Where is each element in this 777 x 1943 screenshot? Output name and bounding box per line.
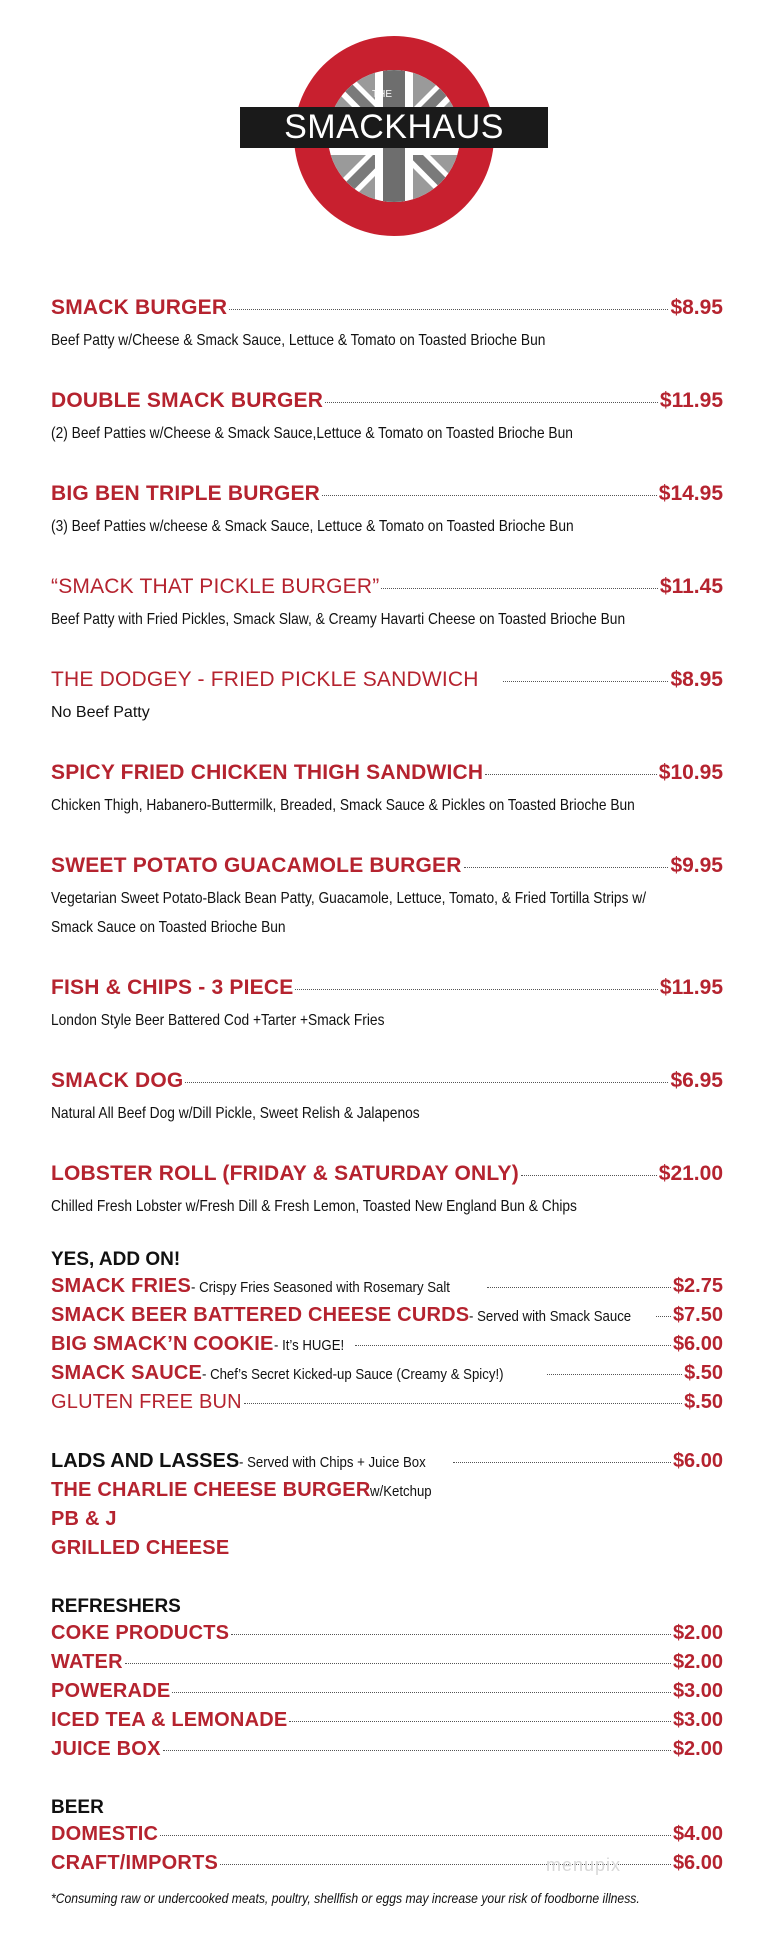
lads-item: [51, 1508, 723, 1537]
refresher-name: COKE PRODUCTS: [51, 1622, 230, 1644]
item-price: $8.95: [670, 668, 723, 691]
lads-price: $6.00: [672, 1450, 723, 1472]
beer-name: CRAFT/IMPORTS: [51, 1852, 219, 1874]
leader-dots: [295, 989, 657, 990]
addon-price: $.50: [684, 1362, 723, 1384]
addon-row: [51, 1391, 723, 1420]
item-price: $11.95: [659, 389, 723, 412]
lads-item: [51, 1537, 723, 1566]
refresher-row: [51, 1709, 723, 1738]
menu-item: [51, 854, 723, 942]
logo-text-name: SMACKHAUS: [284, 108, 504, 146]
watermark: menupix: [546, 1855, 622, 1875]
beer-price: $4.00: [672, 1823, 723, 1845]
lads-item: [51, 1479, 723, 1508]
menu-item: [51, 1162, 723, 1221]
item-name: SWEET POTATO GUACAMOLE BURGER: [51, 854, 462, 877]
addon-name: SMACK BEER BATTERED CHEESE CURDS: [51, 1304, 470, 1326]
leader-dots: [325, 402, 658, 403]
addon-section: [51, 1249, 723, 1420]
leader-dots: [229, 309, 668, 310]
addon-row: [51, 1275, 723, 1304]
refresher-name: ICED TEA & LEMONADE: [51, 1709, 288, 1731]
refresher-row: [51, 1622, 723, 1651]
leader-dots: [160, 1835, 671, 1836]
refresher-row: [51, 1738, 723, 1767]
menu-item: [51, 976, 723, 1035]
item-name: DOUBLE SMACK BURGER: [51, 389, 324, 412]
item-desc: Chilled Fresh Lobster w/Fresh Dill & Fresh Lemon, Toasted New England Bun & Chips: [51, 1198, 577, 1215]
addon-name: SMACK FRIES: [51, 1275, 191, 1297]
menu-item: [51, 389, 723, 448]
addon-desc: - Served with Smack Sauce: [469, 1308, 632, 1325]
item-desc: London Style Beer Battered Cod +Tarter +Smack Fries: [51, 1012, 385, 1029]
menu-item: [51, 1069, 723, 1128]
leader-dots: [125, 1663, 671, 1664]
leader-dots: [355, 1345, 671, 1346]
addon-desc: - Chef’s Secret Kicked-up Sauce (Creamy & Spicy!): [202, 1366, 504, 1383]
lads-row: [51, 1450, 723, 1479]
refresher-name: JUICE BOX: [51, 1738, 161, 1760]
leader-dots: [231, 1634, 671, 1635]
refresher-price: $3.00: [672, 1680, 723, 1702]
addon-price: $6.00: [672, 1333, 723, 1355]
leader-dots: [172, 1692, 671, 1693]
item-desc: Beef Patty w/Cheese & Smack Sauce, Lettuce & Tomato on Toasted Brioche Bun: [51, 332, 546, 349]
item-name: SMACK DOG: [51, 1069, 184, 1092]
menu-item: [51, 575, 723, 634]
item-name: LOBSTER ROLL (FRIDAY & SATURDAY ONLY): [51, 1162, 519, 1185]
menu-item: [51, 296, 723, 355]
item-price: $9.95: [670, 854, 723, 877]
leader-dots: [656, 1316, 671, 1317]
menu-item: [51, 761, 723, 820]
item-desc: (3) Beef Patties w/cheese & Smack Sauce, Lettuce & Tomato on Toasted Brioche Bun: [51, 518, 574, 535]
item-desc: (2) Beef Patties w/Cheese & Smack Sauce,Lettuce & Tomato on Toasted Brioche Bun: [51, 425, 573, 442]
leader-dots: [322, 495, 657, 496]
addon-desc: - It’s HUGE!: [273, 1337, 344, 1354]
item-price: $6.95: [670, 1069, 723, 1092]
refresher-name: WATER: [51, 1651, 123, 1673]
item-name: “SMACK THAT PICKLE BURGER”: [51, 575, 380, 598]
beer-row: [51, 1852, 723, 1881]
lads-title: LADS AND LASSES: [51, 1450, 240, 1472]
addon-title: YES, ADD ON!: [51, 1249, 181, 1270]
item-desc: No Beef Patty: [51, 704, 150, 721]
leader-dots: [289, 1721, 671, 1722]
addon-row: [51, 1304, 723, 1333]
leader-dots: [453, 1462, 671, 1463]
item-name: SMACK BURGER: [51, 296, 228, 319]
addon-price: $2.75: [672, 1275, 723, 1297]
refreshers-section: [51, 1596, 723, 1767]
leader-dots: [503, 681, 669, 682]
beer-row: [51, 1823, 723, 1852]
item-price: $14.95: [658, 482, 723, 505]
lads-desc: - Served with Chips + Juice Box: [239, 1454, 426, 1471]
item-desc: Natural All Beef Dog w/Dill Pickle, Sweet Relish & Jalapenos: [51, 1105, 420, 1122]
beer-section: [51, 1797, 723, 1881]
item-price: $11.45: [659, 575, 723, 598]
beer-title: BEER: [51, 1797, 104, 1818]
lads-item-name: GRILLED CHEESE: [51, 1537, 230, 1559]
addon-name: GLUTEN FREE BUN: [51, 1391, 242, 1413]
refresher-price: $2.00: [672, 1651, 723, 1673]
item-price: $21.00: [658, 1162, 723, 1185]
addon-name: BIG SMACK’N COOKIE: [51, 1333, 274, 1355]
item-price: $10.95: [658, 761, 723, 784]
footer-disclaimer: *Consuming raw or undercooked meats, poultry, shellfish or eggs may increase your risk of foodborne illness.: [51, 1890, 640, 1906]
refresher-price: $3.00: [672, 1709, 723, 1731]
addon-price: $.50: [684, 1391, 723, 1413]
refresher-row: [51, 1651, 723, 1680]
item-name: THE DODGEY - FRIED PICKLE SANDWICH: [51, 668, 479, 691]
item-price: $11.95: [659, 976, 723, 999]
addon-row: [51, 1333, 723, 1362]
menu: [51, 296, 723, 1911]
addon-price: $7.50: [672, 1304, 723, 1326]
item-desc: Beef Patty with Fried Pickles, Smack Slaw, & Creamy Havarti Cheese on Toasted Brioche Bun: [51, 611, 626, 628]
menu-item: [51, 668, 723, 727]
leader-dots: [485, 774, 657, 775]
item-name: SPICY FRIED CHICKEN THIGH SANDWICH: [51, 761, 484, 784]
item-name: BIG BEN TRIPLE BURGER: [51, 482, 321, 505]
refresher-row: [51, 1680, 723, 1709]
lads-item-name: THE CHARLIE CHEESE BURGER: [51, 1479, 371, 1501]
item-desc: Chicken Thigh, Habanero-Buttermilk, Breaded, Smack Sauce & Pickles on Toasted Brioche Bun: [51, 797, 635, 814]
item-price: $8.95: [670, 296, 723, 319]
logo-text-the: THE: [372, 89, 392, 100]
refresher-price: $2.00: [672, 1622, 723, 1644]
refreshers-title: REFRESHERS: [51, 1596, 181, 1617]
leader-dots: [244, 1403, 682, 1404]
beer-name: DOMESTIC: [51, 1823, 159, 1845]
addon-name: SMACK SAUCE: [51, 1362, 203, 1384]
lads-section: [51, 1450, 723, 1566]
item-name: FISH & CHIPS - 3 PIECE: [51, 976, 294, 999]
leader-dots: [464, 867, 669, 868]
refresher-name: POWERADE: [51, 1680, 171, 1702]
lads-item-name: PB & J: [51, 1508, 117, 1530]
item-desc-line2: Smack Sauce on Toasted Brioche Bun: [51, 919, 286, 936]
leader-dots: [381, 588, 657, 589]
beer-price: $6.00: [672, 1852, 723, 1874]
addon-desc: - Crispy Fries Seasoned with Rosemary Salt: [190, 1279, 450, 1296]
leader-dots: [163, 1750, 671, 1751]
leader-dots: [185, 1082, 668, 1083]
refresher-price: $2.00: [672, 1738, 723, 1760]
menu-item: [51, 482, 723, 541]
addon-row: [51, 1362, 723, 1391]
item-desc: Vegetarian Sweet Potato-Black Bean Patty, Guacamole, Lettuce, Tomato, & Fried Tortilla Strips w/: [51, 890, 647, 907]
lads-item-desc: w/Ketchup: [370, 1483, 433, 1500]
leader-dots: [521, 1175, 657, 1176]
leader-dots: [547, 1374, 682, 1375]
leader-dots: [487, 1287, 671, 1288]
